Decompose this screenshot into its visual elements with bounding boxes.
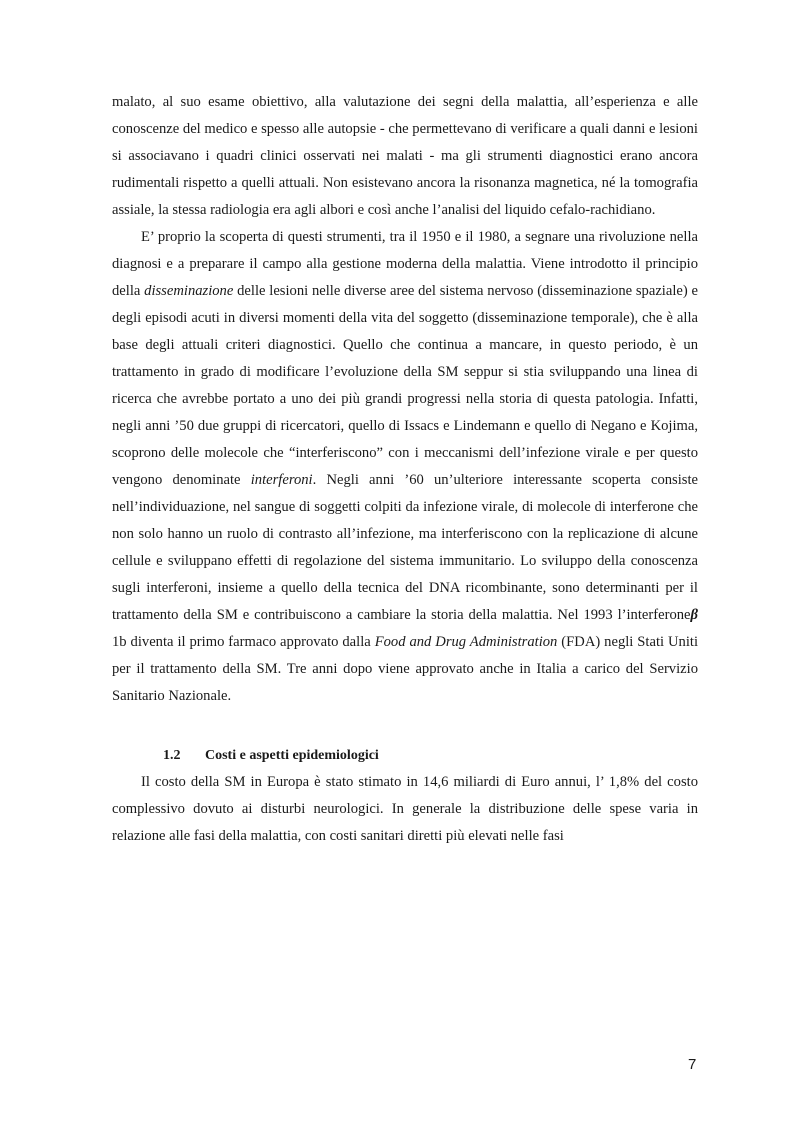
text-run: (FDA) negli Stati Uniti per il trattamento della SM. Tre anni dopo viene approvato anche in Italia a carico del Servizio Sanitario Nazionale. (112, 634, 699, 704)
paragraph-history (112, 224, 698, 710)
italic-term-interferoni: interferoni (250, 472, 313, 488)
text-run: delle lesioni nelle diverse aree del sistema nervoso (disseminazione spaziale) e degli episodi acuti in diversi momenti della vita del soggetto (disseminazione temporale), che è alla base degli attuali criteri diagnostici. Quello che continua a mancare, in questo periodo, è un trattamento in grado di modificare l’evoluzione della SM seppur si stia sviluppando una linea di ricerca che avrebbe portato a uno dei più grandi progressi nella storia di questa patologia. Infatti, negli anni ’50 due gruppi di ricercatori, quello di Issacs e Lindemann e quello di Negano e Kojima, scoprono delle molecole che “interferiscono” con i meccanismi dell’infezione virale e per questo vengono denominate (112, 283, 698, 488)
section-heading (112, 742, 698, 769)
text-run: 1b diventa il primo farmaco approvato dalla (112, 634, 375, 650)
text-run: . Negli anni ’60 un’ulteriore interessante scoperta consiste nell’individuazione, nel sangue di soggetti colpiti da infezione virale, di molecole di interferone che non solo hanno un ruolo di contrasto all’infezione, ma interferiscono con la replicazione di alcune cellule e sviluppano effetti di regolazione del sistema immunitario. Lo sviluppo della conoscenza sugli interferoni, insieme a quello della tecnica del DNA ricombinante, sono determinanti per il trattamento della SM e contribuiscono a cambiare la storia della malattia. Nel 1993 l’interferone (112, 472, 698, 623)
body-text (112, 89, 698, 850)
text-run: E’ proprio la scoperta di questi strumenti, tra il 1950 e il 1980, a segnare una rivoluzione nella diagnosi e a preparare il campo alla gestione moderna della malattia. Viene introdotto il principio della (112, 229, 698, 299)
beta-symbol: β (690, 607, 698, 623)
section-number: 1.2 (163, 748, 181, 763)
italic-term-fda: Food and Drug Administration (374, 634, 558, 650)
section-title: Costi e aspetti epidemiologici (205, 748, 379, 763)
paragraph-continuation: malato, al suo esame obiettivo, alla valutazione dei segni della malattia, all’esperienza e alle conoscenze del medico e spesso alle autopsie - che permettevano di verificare a quali danni e lesioni si associavano i quadri clinici osservati nei malati - ma gli strumenti diagnostici erano ancora rudimentali rispetto a quelli attuali. Non esistevano ancora la risonanza magnetica, né la tomografia assiale, la stessa radiologia era agli albori e così anche l’analisi del liquido cefalo-rachidiano. (112, 94, 698, 218)
page-number: 7 (688, 1056, 697, 1073)
paragraph-costs: Il costo della SM in Europa è stato stimato in 14,6 miliardi di Euro annui, l’ 1,8% del costo complessivo dovuto ai disturbi neurologici. In generale la distribuzione delle spese varia in relazione alle fasi della malattia, con costi sanitari diretti più elevati nelle fasi (112, 774, 698, 844)
italic-term-disseminazione: disseminazione (144, 283, 234, 299)
